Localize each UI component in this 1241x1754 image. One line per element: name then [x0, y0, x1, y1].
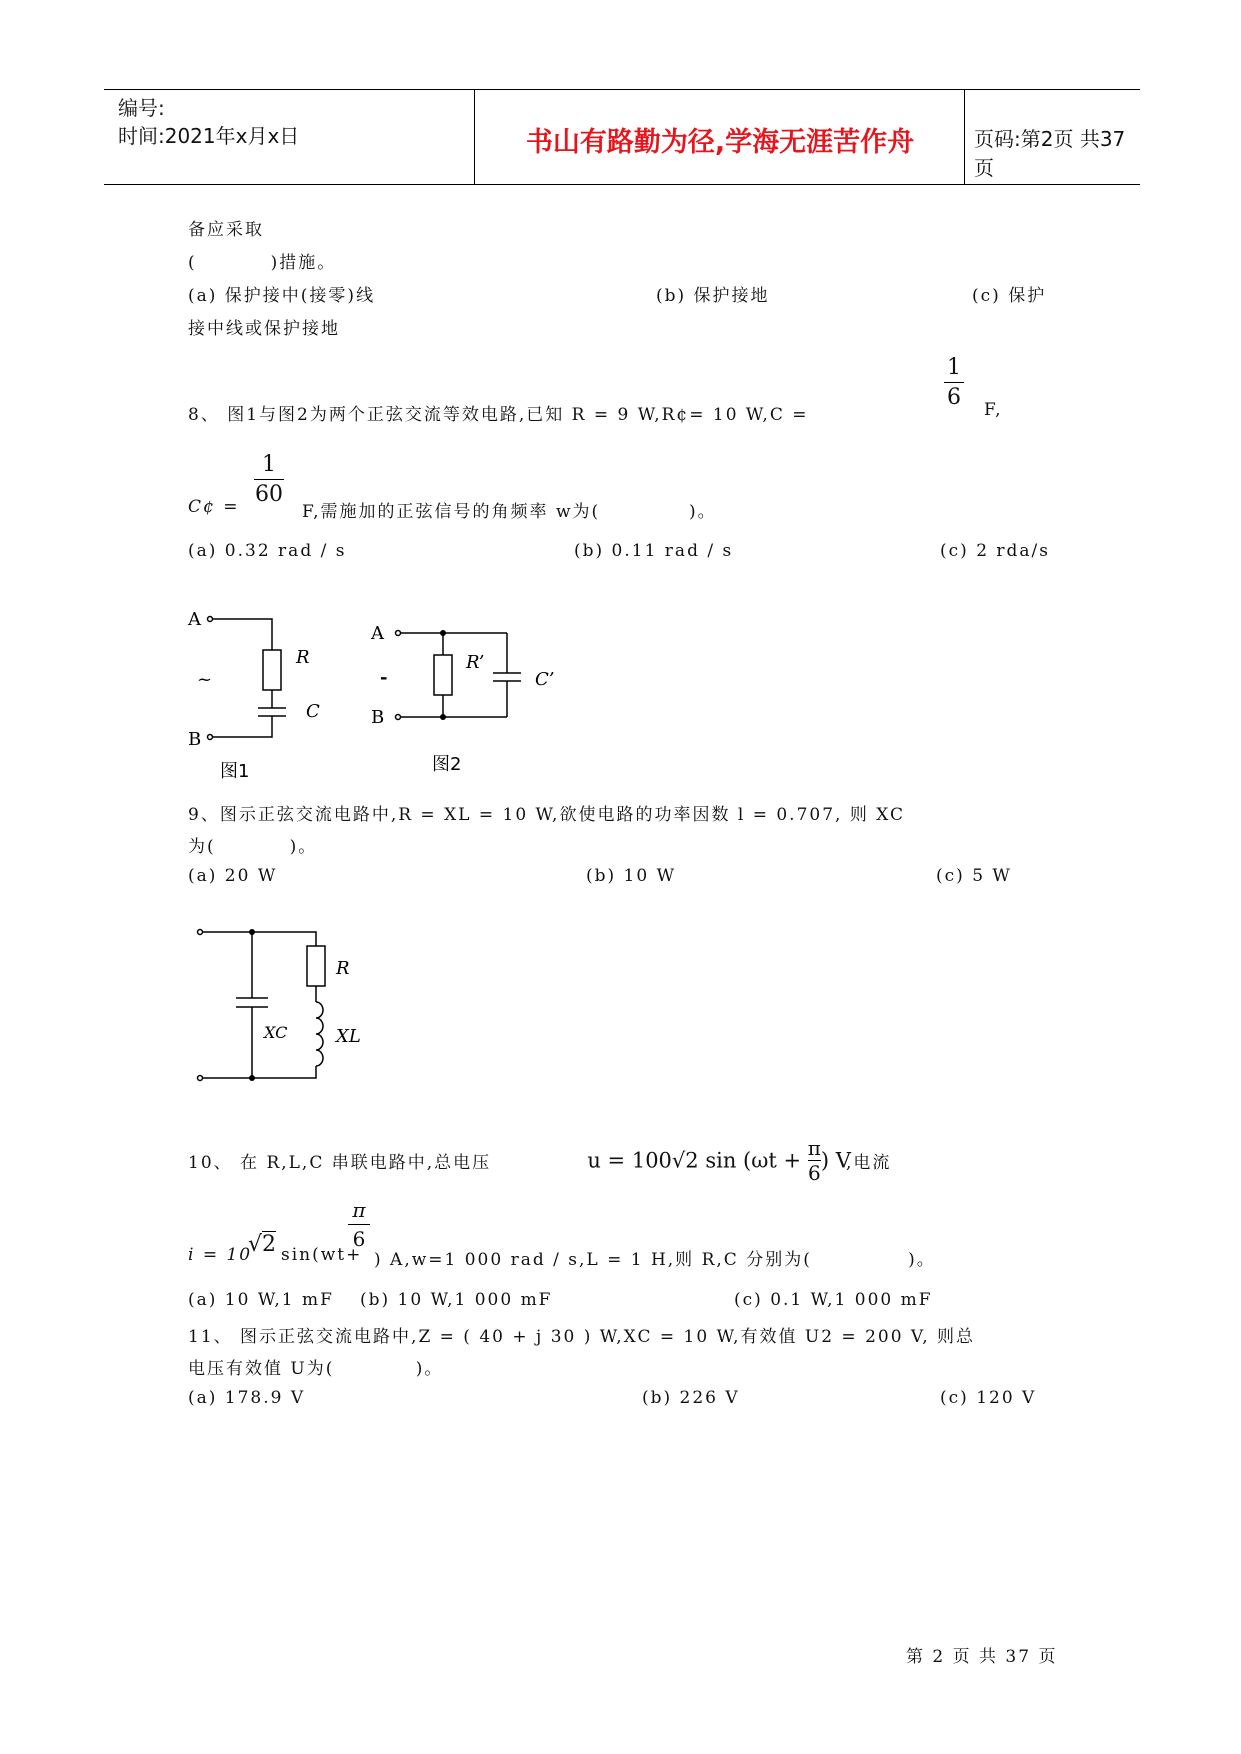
q9-fig-xl-label: XL — [336, 1026, 361, 1047]
fraction-numerator: 1 — [947, 355, 961, 380]
header-motto: 书山有路勤为径,学海无涯苦作舟 — [525, 127, 915, 158]
q9-option-c: (c) 5 W — [936, 866, 1012, 886]
fraction-denominator: 6 — [807, 1161, 821, 1185]
fig2-dash: - — [380, 667, 388, 688]
q9-option-b: (b) 10 W — [586, 866, 677, 886]
fig1-a-label: A — [188, 609, 201, 630]
fig2-caption: 图2 — [432, 754, 462, 775]
q10-current-fraction — [348, 1198, 370, 1251]
fig2-r-label: R’ — [466, 652, 485, 673]
fraction-numerator: π — [352, 1198, 366, 1222]
q9-text2: 为( )。 — [188, 837, 318, 857]
fraction-numerator: 1 — [262, 452, 276, 477]
q8-text: 8、 图1与图2为两个正弦交流等效电路,已知 R = 9 W,R¢= 10 W,C = — [188, 405, 809, 425]
q9-fig-xc-label: XC — [264, 1023, 288, 1042]
fraction-denominator: 6 — [947, 385, 961, 410]
q9-text: 9、图示正弦交流电路中,R = XL = 10 W,欲使电路的功率因数 l = 0.707, 则 XC — [188, 805, 906, 825]
page-footer: 第 2 页 共 37 页 — [906, 1647, 1058, 1667]
header-meta — [118, 94, 468, 150]
header-divider — [474, 90, 475, 184]
q8-option-a: (a) 0.32 rad / s — [188, 541, 347, 561]
fig1-caption: 图1 — [220, 761, 250, 782]
q7-option-a: (a) 保护接中(接零)线 — [188, 286, 376, 306]
q8-option-c: (c) 2 rda/s — [940, 541, 1051, 561]
q10-current-a: i = 10 — [188, 1245, 253, 1265]
q11-option-b: (b) 226 V — [642, 1388, 740, 1408]
formula-u: u = 100√2 sin (ωt + — [587, 1148, 808, 1173]
q9-option-a: (a) 20 W — [188, 866, 278, 886]
q10-option-a: (a) 10 W,1 mF — [188, 1290, 334, 1310]
q7-line2: ( )措施。 — [188, 253, 337, 273]
header-divider — [964, 90, 965, 184]
q9-circuit-figure — [190, 920, 390, 1090]
q11-option-a: (a) 178.9 V — [188, 1388, 306, 1408]
fig1-tilde: ~ — [197, 669, 213, 690]
q8-unit: F, — [984, 400, 1003, 420]
fig2-b-label: B — [371, 707, 385, 728]
time-label: 时间:2021年x月x日 — [118, 124, 300, 148]
formula-end: ) V — [820, 1148, 851, 1173]
q10-option-c: (c) 0.1 W,1 000 mF — [734, 1290, 933, 1310]
fraction-denominator: 6 — [352, 1227, 366, 1251]
q8-option-b: (b) 0.11 rad / s — [574, 541, 734, 561]
q8-text2: F,需施加的正弦信号的角频率 w为( )。 — [302, 502, 717, 522]
fig1-c-label: C — [306, 701, 320, 722]
q10-text: 10、 在 R,L,C 串联电路中,总电压 — [188, 1153, 492, 1173]
number-label: 编号: — [118, 96, 165, 120]
q8-circuit-figures — [180, 605, 580, 785]
fraction-denominator: 60 — [255, 482, 283, 507]
q7-line-cont: 接中线或保护接地 — [188, 319, 340, 339]
q7-option-b: (b) 保护接地 — [656, 286, 770, 306]
fraction-bar — [254, 479, 284, 480]
q10-option-b: (b) 10 W,1 000 mF — [360, 1290, 553, 1310]
q11-text2: 电压有效值 U为( )。 — [188, 1359, 444, 1379]
q9-fig-r-label: R — [336, 958, 350, 979]
header-page-label: 页码:第2页 共37页 — [974, 127, 1126, 180]
q8-fraction-c-prime — [254, 452, 284, 507]
fig2-a-label: A — [371, 623, 384, 644]
q7-line1: 备应采取 — [188, 220, 264, 240]
q10-current-b: sin(wt+ — [281, 1245, 363, 1265]
fig1-r-label: R — [296, 647, 310, 668]
q10-current-c: ) A,w=1 000 rad / s,L = 1 H,则 R,C 分别为( )。 — [374, 1250, 936, 1270]
q8-fraction-c — [944, 355, 964, 410]
fig2-c-label: C’ — [535, 669, 555, 690]
q8-c-prime: C¢ = — [188, 497, 240, 517]
q11-text: 11、 图示正弦交流电路中,Z = ( 40 + j 30 ) W,XC = 10 W,有效值 U2 = 200 V, 则总 — [188, 1327, 976, 1347]
q10-text-tail: ,电流 — [846, 1153, 892, 1173]
fraction-bar — [944, 382, 964, 383]
fraction-numerator: π — [807, 1136, 821, 1160]
fig1-b-label: B — [188, 729, 202, 750]
q10-voltage-formula — [574, 1112, 851, 1185]
q11-option-c: (c) 120 V — [940, 1388, 1037, 1408]
formula-pi-fraction — [808, 1136, 821, 1185]
page-header — [104, 89, 1140, 185]
sqrt2: √2 — [248, 1232, 277, 1257]
fraction-bar — [348, 1224, 370, 1225]
q7-option-c: (c) 保护 — [972, 286, 1047, 306]
